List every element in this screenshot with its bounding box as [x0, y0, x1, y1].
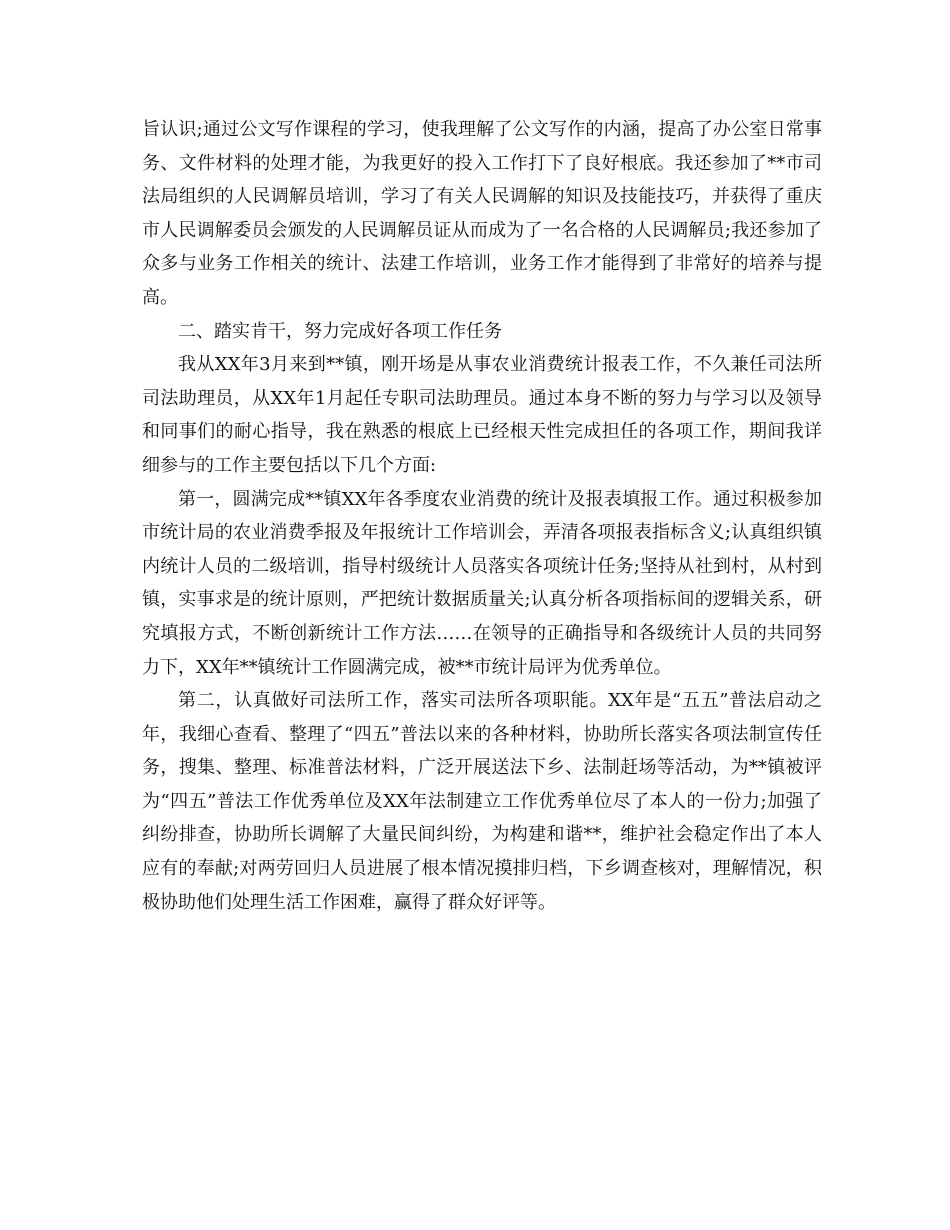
section-heading-two: 二、踏实肯干，努力完成好各项工作任务 [178, 320, 502, 342]
paragraph-work-history: 我从XX年3月来到**镇，刚开场是从事农业消费统计报表工作，不久兼任司法所司法助理员，从XX年1月起任专职司法助理员。通过本身不断的努力与学习以及领导和同事们的耐心指导，我在熟悉的根底上已经根天性完成担任的各项工作，期间我详细参与的工作主要包括以下几个方面: [142, 354, 822, 476]
paragraph-first-statistics: 第一，圆满完成**镇XX年各季度农业消费的统计及报表填报工作。通过积极参加市统计局的农业消费季报及年报统计工作培训会，弄清各项报表指标含义;认真组织镇内统计人员的二级培训，指导村级统计人员落实各项统计任务;坚持从社到村，从村到镇，实事求是的统计原则，严把统计数据质量关;认真分析各项指标间的逻辑关系，研究填报方式，不断创新统计工作方法……在领导的正确指导和各级统计人员的共同努力下，XX年**镇统计工作圆满完成，被**市统计局评为优秀单位。 [142, 488, 822, 678]
document-body [142, 113, 822, 919]
paragraph-second-judicial: 第二，认真做好司法所工作，落实司法所各项职能。XX年是“五五”普法启动之年，我细心查看、整理了“四五”普法以来的各种材料，协助所长落实各项法制宣传任务，搜集、整理、标准普法材料，广泛开展送法下乡、法制赶场等活动，为**镇被评为“四五”普法工作优秀单位及XX年法制建立工作优秀单位尽了本人的一份力;加强了纠纷排查，协助所长调解了大量民间纠纷，为构建和谐**，维护社会稳定作出了本人应有的奉献;对两劳回归人员进展了根本情况摸排归档，下乡调查核对，理解情况，积极协助他们处理生活工作困难，赢得了群众好评等。 [142, 690, 822, 913]
paragraph-training-continued: 旨认识;通过公文写作课程的学习，使我理解了公文写作的内涵，提高了办公室日常事务、文件材料的处理才能，为我更好的投入工作打下了良好根底。我还参加了**市司法局组织的人民调解员培训，学习了有关人民调解的知识及技能技巧，并获得了重庆市人民调解委员会颁发的人民调解员证从而成为了一名合格的人民调解员;我还参加了众多与业务工作相关的统计、法建工作培训，业务工作才能得到了非常好的培养与提高。 [142, 119, 822, 308]
